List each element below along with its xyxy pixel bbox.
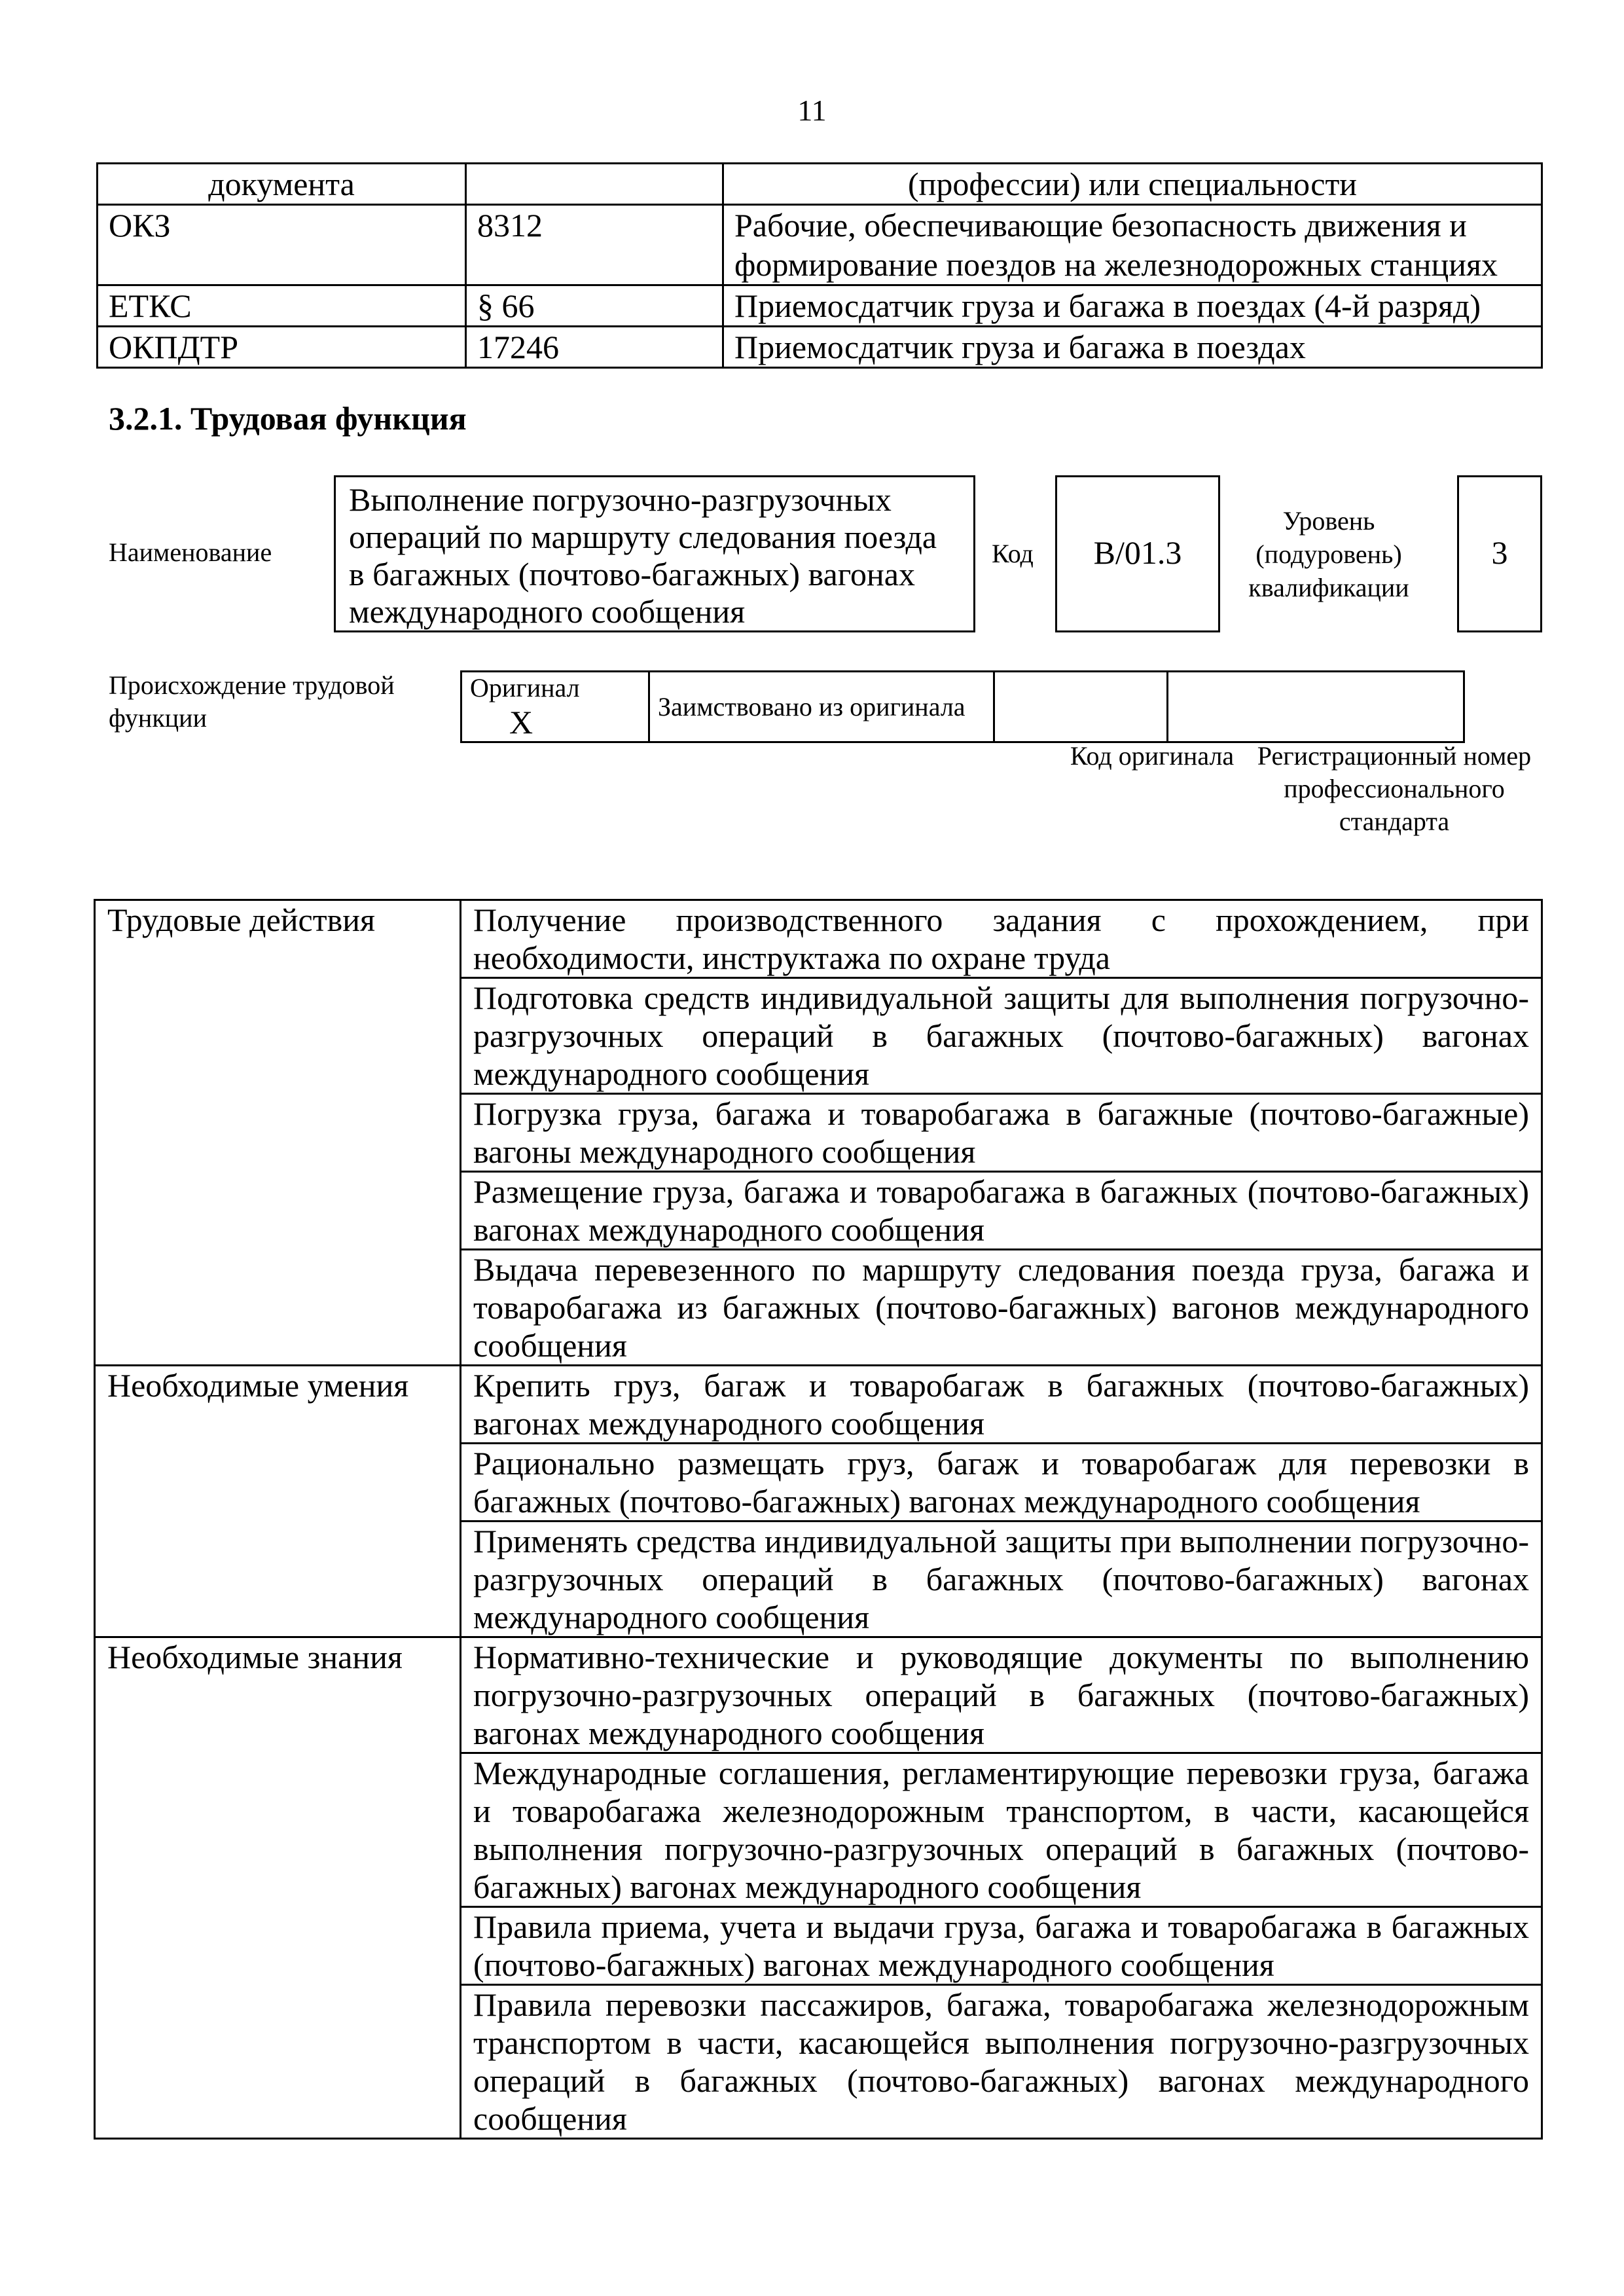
- table-cell: ОКЗ: [98, 205, 466, 285]
- list-item: Правила приема, учета и выдачи груза, багажа и товаробагажа в багажных (почтово-багажных) вагонах международного сообщения: [461, 1907, 1542, 1985]
- table-row: [98, 285, 1542, 327]
- section-heading: 3.2.1. Трудовая функция: [109, 400, 467, 437]
- table-cell: § 66: [466, 285, 723, 327]
- classification-table: [96, 162, 1543, 369]
- table-row: [95, 1637, 1542, 1753]
- function-code-box: [1055, 475, 1220, 632]
- origin-table: [460, 670, 1465, 743]
- reg-number-cell: [1168, 672, 1464, 742]
- table-row: [95, 900, 1542, 978]
- skills-title: Необходимые умения: [95, 1366, 461, 1637]
- function-code: B/01.3: [1093, 534, 1182, 571]
- table-cell: ЕТКС: [98, 285, 466, 327]
- table-cell: 8312: [466, 205, 723, 285]
- list-item: Рационально размещать груз, багаж и товаробагаж для перевозки в багажных (почтово-багажных) вагонах международного сообщения: [461, 1444, 1542, 1522]
- table-row: [98, 205, 1542, 285]
- level-value: 3: [1491, 534, 1508, 571]
- list-item: Международные соглашения, регламентирующие перевозки груза, багажа и товаробагажа железнодорожным транспортом, в части, касающейся выполнения погрузочно-разгрузочных операций в багажных (почтово-багажных) вагонах международного сообщения: [461, 1753, 1542, 1907]
- page-number: 11: [797, 94, 827, 127]
- table-cell: (профессии) или специальности: [723, 164, 1542, 205]
- original-cell: [461, 672, 649, 742]
- reg-number-caption: Регистрационный номер профессионального стандарта: [1257, 741, 1532, 836]
- code-label: Код: [992, 539, 1034, 568]
- table-cell: Приемосдатчик груза и багажа в поездах: [723, 327, 1542, 368]
- list-item: Выдача перевезенного по маршруту следования поезда груза, багажа и товаробагажа из багажных (почтово-багажных) вагонов международного сообщения: [461, 1250, 1542, 1366]
- table-cell: [466, 164, 723, 205]
- level-box: [1457, 475, 1542, 632]
- table-cell: 17246: [466, 327, 723, 368]
- knowledge-title: Необходимые знания: [95, 1637, 461, 2139]
- original-label: Оригинал: [470, 673, 580, 702]
- table-cell: ОКПДТР: [98, 327, 466, 368]
- list-item: Правила перевозки пассажиров, багажа, товаробагажа железнодорожным транспортом в части, касающейся выполнения погрузочно-разгрузочных операций в багажных (почтово-багажных) вагонах международного сообщения: [461, 1985, 1542, 2139]
- list-item: Подготовка средств индивидуальной защиты для выполнения погрузочно-разгрузочных операций в багажных (почтово-багажных) вагонах международного сообщения: [461, 978, 1542, 1094]
- actions-title: Трудовые действия: [95, 900, 461, 1366]
- table-row: [98, 327, 1542, 368]
- borrowed-cell: Заимствовано из оригинала: [649, 672, 994, 742]
- function-name-box: Выполнение погрузочно-разгрузочных операций по маршруту следования поезда в багажных (почтово-багажных) вагонах международного сообщения: [334, 475, 975, 632]
- table-row: [98, 164, 1542, 205]
- list-item: Получение производственного задания с прохождением, при необходимости, инструктажа по охране труда: [461, 900, 1542, 978]
- level-label: Уровень (подуровень) квалификации: [1248, 506, 1409, 602]
- name-label: Наименование: [109, 538, 272, 567]
- list-item: Погрузка груза, багажа и товаробагажа в багажные (почтово-багажные) вагоны международного сообщения: [461, 1094, 1542, 1172]
- list-item: Применять средства индивидуальной защиты при выполнении погрузочно-разгрузочных операций в багажных (почтово-багажных) вагонах международного сообщения: [461, 1522, 1542, 1637]
- table-row: [95, 1366, 1542, 1444]
- original-mark: X: [509, 704, 533, 740]
- table-cell: Рабочие, обеспечивающие безопасность движения и формирование поездов на железнодорожных станциях: [723, 205, 1542, 285]
- table-cell: документа: [98, 164, 466, 205]
- table-cell: Приемосдатчик груза и багажа в поездах (4-й разряд): [723, 285, 1542, 327]
- list-item: Крепить груз, багаж и товаробагаж в багажных (почтово-багажных) вагонах международного сообщения: [461, 1366, 1542, 1444]
- origin-label: Происхождение трудовой функции: [109, 670, 395, 733]
- table-row: [461, 672, 1464, 742]
- list-item: Нормативно-технические и руководящие документы по выполнению погрузочно-разгрузочных операций в багажных (почтово-багажных) вагонах международного сообщения: [461, 1637, 1542, 1753]
- list-item: Размещение груза, багажа и товаробагажа в багажных (почтово-багажных) вагонах международного сообщения: [461, 1172, 1542, 1250]
- function-details-table: [94, 899, 1543, 2140]
- original-code-caption: Код оригинала: [1070, 741, 1235, 771]
- original-code-cell: [994, 672, 1168, 742]
